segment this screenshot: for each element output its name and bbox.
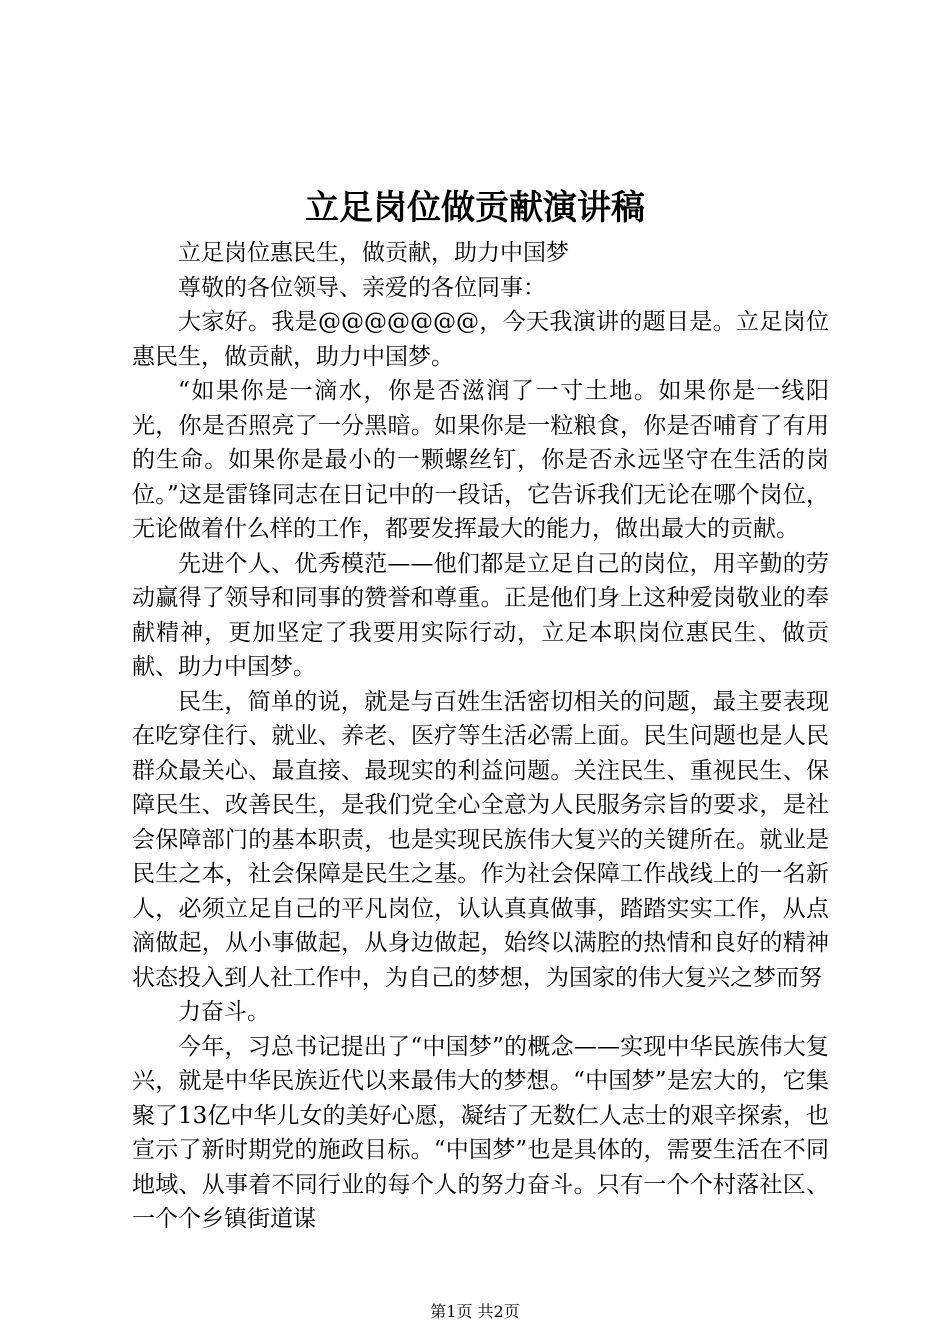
paragraph-livelihood: 民生，简单的说，就是与百姓生活密切相关的问题，最主要表现在吃穿住行、就业、养老、医疗等生活必需上面。民生问题也是人民群众最关心、最直接、最现实的利益问题。关注民生、重视民生、保障民生、改善民生，是我们党全心全意为人民服务宗旨的要求，是社会保障部门的基本职责，也是实现民族伟大复兴的关键所在。就业是民生之本，社会保障是民生之基。作为社会保障工作战线上的一名新人，必须立足自己的平凡岗位，认认真真做事，踏踏实实工作，从点滴做起，从小事做起，从身边做起，始终以满腔的热情和良好的精神状态投入到人社工作中，为自己的梦想，为国家的伟大复兴之梦而努 [132,688,829,991]
paragraph-role-models: 先进个人、优秀模范——他们都是立足自己的岗位，用辛勤的劳动赢得了领导和同事的赞誉和尊重。正是他们身上这种爱岗敬业的奉献精神，更加坚定了我要用实际行动，立足本职岗位惠民生、做贡献、助力中国梦。 [132,550,829,680]
paragraph-lei-feng-quote: “如果你是一滴水，你是否滋润了一寸土地。如果你是一线阳光，你是否照亮了一分黑暗。如果你是一粒粮食，你是否哺育了有用的生命。如果你是最小的一颗螺丝钉，你是否永远坚守在生活的岗位。”这是雷锋同志在日记中的一段话，它告诉我们无论在哪个岗位，无论做着什么样的工作，都要发挥最大的能力，做出最大的贡献。 [132,378,829,542]
subtitle-line: 立足岗位惠民生，做贡献，助力中国梦 [178,240,569,266]
page-number-footer: 第1页 共2页 [430,1302,520,1321]
paragraph-continuation: 力奋斗。 [178,999,270,1025]
paragraph-chinese-dream: 今年，习总书记提出了“中国梦”的概念——实现中华民族伟大复兴，就是中华民族近代以来最伟大的梦想。“中国梦”是宏大的，它集聚了13亿中华儿女的美好心愿，凝结了无数仁人志士的艰辛探索，也宣示了新时期党的施政目标。“中国梦”也是具体的，需要生活在不同地域、从事着不同行业的每个人的努力奋斗。只有一个个村落社区、一个个乡镇街道谋 [132,1033,829,1232]
document-body [132,236,829,1237]
document-title: 立足岗位做贡献演讲稿 [305,188,645,228]
paragraph-greeting: 大家好。我是@@@@@@@，今天我演讲的题目是。立足岗位惠民生，做贡献，助力中国梦。 [132,309,829,370]
salutation-line: 尊敬的各位领导、亲爱的各位同事： [178,274,546,301]
